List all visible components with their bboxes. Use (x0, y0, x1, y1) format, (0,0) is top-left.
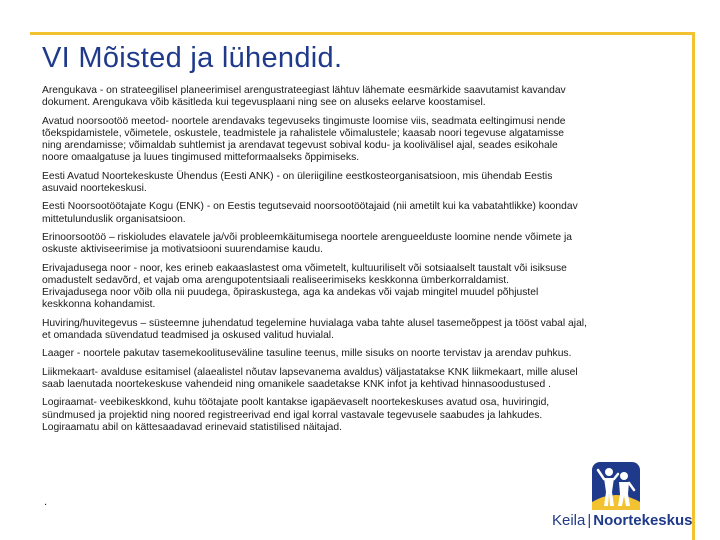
keila-noortekeskus-logo-text (552, 512, 692, 529)
definition-line: sündmused ja projektid ning noored registreerivad end igal korral vastavale tegevusele saabudes ja lahkudes. (42, 409, 543, 421)
definition-line: noore omaalgatuse ja luues tingimused mitteformaalseks õppimiseks. (42, 152, 360, 164)
definition-line: Avatud noorsootöö meetod- noortele arendavaks tegevuseks tingimuste loomise viis, seadmata eeltingimusi nende (42, 115, 566, 127)
slide-frame-right-border (692, 32, 695, 540)
logo-divider: | (587, 512, 592, 529)
definition-line: Eesti Noorsootöötajate Kogu (ENK) - on Eestis tegutsevaid noorsootöötajaid (nii ametilt kui ka vabatahtlikke) koondav (42, 201, 578, 213)
definition-paragraph (42, 85, 682, 110)
logo-text-keila: Keila (552, 512, 586, 529)
trailing-dot: . (44, 496, 48, 508)
definition-paragraph (42, 232, 682, 257)
definition-paragraph (42, 367, 682, 392)
definition-line: Huviring/huvitegevus – süsteemne juhendatud tegelemine huvialaga vaba tahte alusel tasemeõppest ja tööst vabal ajal, (42, 317, 587, 329)
definition-line: Liikmekaart- avalduse esitamisel (alaealistel nõutav lapsevanema avaldus) väljastatakse KNK liikmekaart, mille alusel (42, 366, 578, 378)
definition-line: tõekspidamistele, võimetele, oskustele, teadmistele ja rahalistele võimalustele; kaasab noori tegevuse algatamisse (42, 127, 564, 139)
definition-line: keskkonna kohandamist. (42, 299, 156, 311)
definition-paragraph (42, 263, 682, 312)
definition-line: mittetulunduslik organisatsioon. (42, 213, 186, 225)
keila-logo-icon (592, 462, 640, 510)
definition-line: saab laenutada noortekeskuse vahendeid ning omanikele saadetakse KNK infot ja kehtivad hinnasoodustused . (42, 378, 551, 390)
slide-title: VI Mõisted ja lühendid. (42, 42, 343, 74)
definition-paragraph (42, 318, 682, 343)
definition-line: dokument. Arengukava võib käsitleda kui tegevusplaani ning see on aluseks eelarve koostamisel. (42, 97, 486, 109)
definition-line: oskuste aktiviseerimise ja motivatsiooni suurendamise kaudu. (42, 244, 324, 256)
definition-line: Erivajadusega noor võib olla nii puudega, õpiraskustega, aga ka andekas või vajab mingitel muudel põhjustel (42, 287, 539, 299)
definition-line: et omandada süvendatud teadmised ja oskused valitud huvialal. (42, 330, 334, 342)
definition-line: ning arendamisse; võimaldab suhtlemist ja arendavat tegevust sobival kodu- ja koolivälisel ajal, seades esikohale (42, 140, 558, 152)
definition-line: Logiraamat- veebikeskkond, kuhu töötajate poolt kantakse igapäevaselt noortekeskuses avatud osa, huviringid, (42, 397, 550, 409)
definition-line: Erinoorsootöö – riskioludes elavatele ja/või probleemkäitumisega noortele arengueelduste loomine nende võimete ja (42, 231, 573, 243)
definition-paragraph (42, 171, 682, 196)
definition-paragraph (42, 116, 682, 165)
definitions-list (42, 85, 682, 440)
definition-paragraph (42, 348, 682, 360)
definition-line: Laager - noortele pakutav tasemekoolituseväline tasuline teenus, mille sisuks on noorte tervistav ja arendav puhkus. (42, 348, 572, 360)
definition-line: Arengukava - on strateegilisel planeerimisel arengustrateegiast lähtuv lähemate eesmärkide saavutamist kavandav (42, 85, 566, 96)
slide-frame-top-border (30, 32, 694, 35)
definition-line: omadustelt sedavõrd, et vajab oma arengupotentsiaali realiseerimiseks keskkonna ümberkorraldamist. (42, 274, 510, 286)
definition-line: Logiraamatu abil on kättesaadavad erinevaid statistilised näitajad. (42, 421, 342, 433)
definition-paragraph (42, 201, 682, 226)
definition-line: Erivajadusega noor - noor, kes erineb eakaaslastest oma võimetelt, kultuuriliselt või sotsiaalselt taustalt või isiksuse (42, 262, 567, 274)
definition-paragraph (42, 397, 682, 434)
definition-line: Eesti Avatud Noortekeskuste Ühendus (Eesti ANK) - on üleriigiline eestkosteorganisatsioon, mis ühendab Eestis (42, 170, 553, 182)
definition-line: asuvaid noortekeskusi. (42, 183, 147, 195)
logo-text-noortekeskus: Noortekeskus (593, 512, 693, 529)
